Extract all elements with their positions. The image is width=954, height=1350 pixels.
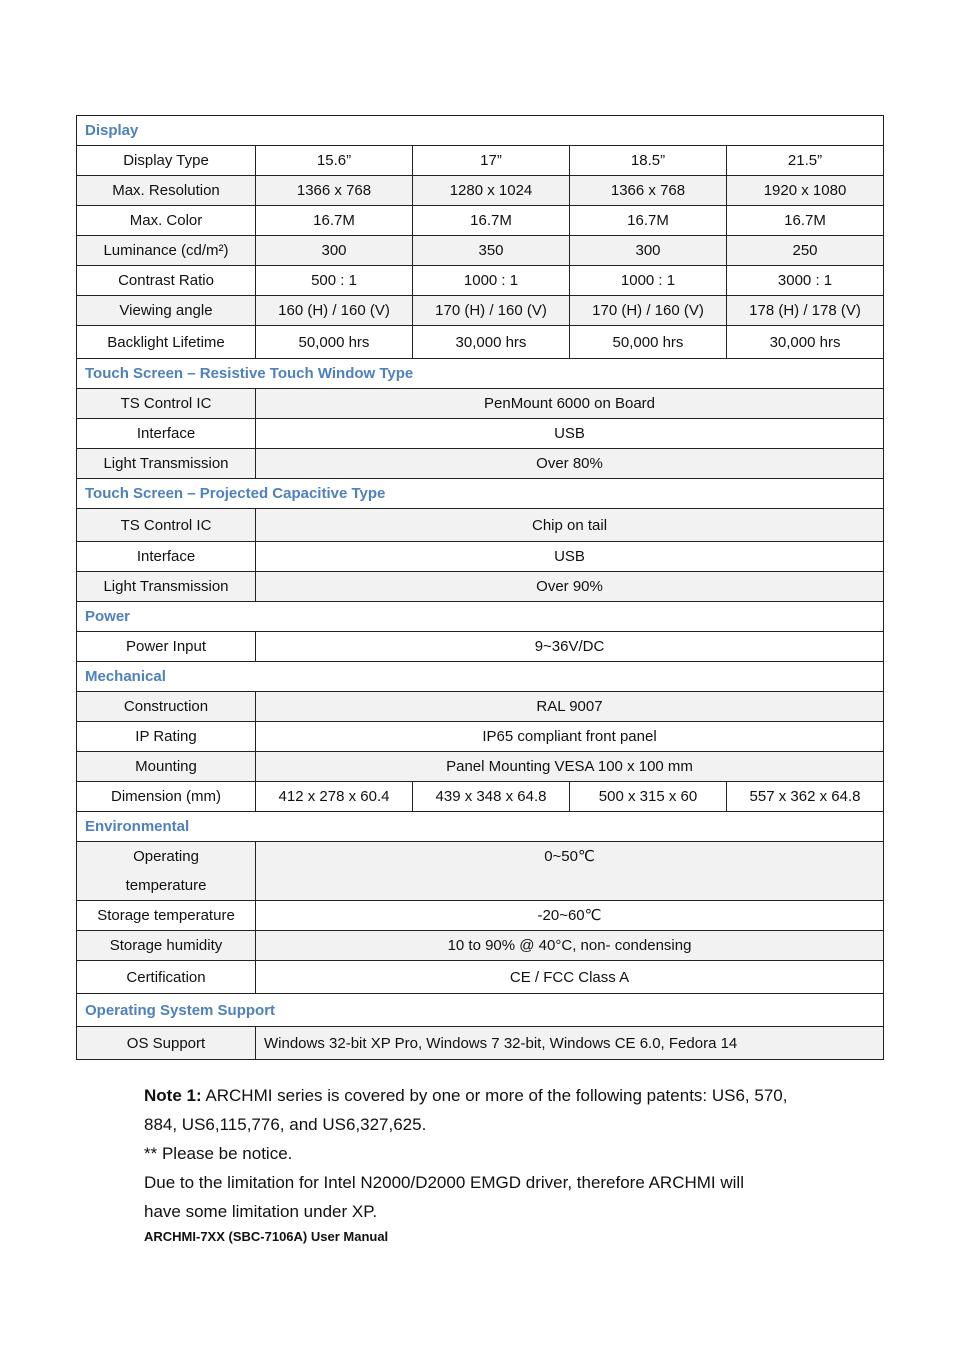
table-cell: Over 80% [256, 449, 884, 479]
table-cell: RAL 9007 [256, 692, 884, 722]
row-label: TS Control IC [77, 389, 256, 419]
table-cell: 0~50℃ [256, 842, 884, 901]
table-row [77, 266, 884, 296]
row-label: Viewing angle [77, 296, 256, 326]
table-cell: 30,000 hrs [413, 326, 570, 359]
table-cell: 30,000 hrs [727, 326, 884, 359]
row-label: Light Transmission [77, 449, 256, 479]
table-cell: 170 (H) / 160 (V) [413, 296, 570, 326]
section-title: Mechanical [77, 662, 884, 692]
table-row [77, 692, 884, 722]
note-line: 884, US6,115,776, and US6,327,625. [144, 1115, 427, 1134]
page-footer: ARCHMI-7XX (SBC-7106A) User Manual [144, 1229, 389, 1244]
section-row-display [77, 116, 884, 146]
table-cell: Over 90% [256, 572, 884, 602]
table-row [77, 752, 884, 782]
row-label: Mounting [77, 752, 256, 782]
row-label-line: Operating [133, 848, 199, 865]
row-label: Storage humidity [77, 931, 256, 961]
row-label: Light Transmission [77, 572, 256, 602]
table-row [77, 572, 884, 602]
row-label: Backlight Lifetime [77, 326, 256, 359]
table-cell: 16.7M [570, 206, 727, 236]
note-line: ** Please be notice. [144, 1144, 293, 1163]
table-cell: 439 x 348 x 64.8 [413, 782, 570, 812]
section-row-mechanical [77, 662, 884, 692]
row-label: OS Support [77, 1027, 256, 1060]
row-label: Display Type [77, 146, 256, 176]
table-row [77, 236, 884, 266]
table-row [77, 326, 884, 359]
table-row [77, 509, 884, 542]
note-line: have some limitation under XP. [144, 1202, 378, 1221]
table-cell: IP65 compliant front panel [256, 722, 884, 752]
row-label: Contrast Ratio [77, 266, 256, 296]
table-cell: 500 x 315 x 60 [570, 782, 727, 812]
table-row [77, 961, 884, 994]
notes-block [144, 1081, 844, 1226]
table-cell: PenMount 6000 on Board [256, 389, 884, 419]
table-cell: 350 [413, 236, 570, 266]
section-title: Touch Screen – Resistive Touch Window Type [77, 359, 884, 389]
section-row-touch-capacitive [77, 479, 884, 509]
note-label: Note 1: [144, 1086, 202, 1105]
row-label: Max. Color [77, 206, 256, 236]
table-cell: 18.5” [570, 146, 727, 176]
section-row-environmental [77, 812, 884, 842]
table-row [77, 176, 884, 206]
section-title: Touch Screen – Projected Capacitive Type [77, 479, 884, 509]
table-row [77, 632, 884, 662]
row-label: Storage temperature [77, 901, 256, 931]
table-cell: 1366 x 768 [256, 176, 413, 206]
table-row [77, 931, 884, 961]
section-row-touch-resistive [77, 359, 884, 389]
row-label [77, 842, 256, 901]
section-title: Power [77, 602, 884, 632]
row-label: Construction [77, 692, 256, 722]
table-row [77, 146, 884, 176]
table-cell: 300 [256, 236, 413, 266]
table-row [77, 782, 884, 812]
table-cell: 170 (H) / 160 (V) [570, 296, 727, 326]
table-cell: 178 (H) / 178 (V) [727, 296, 884, 326]
table-cell: 1280 x 1024 [413, 176, 570, 206]
table-cell: 412 x 278 x 60.4 [256, 782, 413, 812]
table-cell: USB [256, 419, 884, 449]
table-row [77, 542, 884, 572]
table-cell: 1366 x 768 [570, 176, 727, 206]
spec-table [76, 115, 884, 1060]
table-cell: Chip on tail [256, 509, 884, 542]
table-cell: -20~60℃ [256, 901, 884, 931]
row-label: TS Control IC [77, 509, 256, 542]
table-row [77, 901, 884, 931]
row-label-line: temperature [125, 877, 207, 894]
table-row [77, 389, 884, 419]
table-cell: 50,000 hrs [256, 326, 413, 359]
table-cell: 1920 x 1080 [727, 176, 884, 206]
section-row-os [77, 994, 884, 1027]
row-label: Luminance (cd/m²) [77, 236, 256, 266]
table-cell: Windows 32-bit XP Pro, Windows 7 32-bit, Windows CE 6.0, Fedora 14 [256, 1027, 884, 1060]
note-line: Due to the limitation for Intel N2000/D2000 EMGD driver, therefore ARCHMI will [144, 1173, 744, 1192]
table-cell: CE / FCC Class A [256, 961, 884, 994]
table-cell: 1000 : 1 [413, 266, 570, 296]
table-row [77, 419, 884, 449]
row-label: Dimension (mm) [77, 782, 256, 812]
table-row [77, 206, 884, 236]
table-cell: 3000 : 1 [727, 266, 884, 296]
row-label: Interface [77, 419, 256, 449]
table-cell: 16.7M [256, 206, 413, 236]
note-text: ARCHMI series is covered by one or more of the following patents: US6, 570, [201, 1086, 788, 1105]
row-label: Max. Resolution [77, 176, 256, 206]
table-row [77, 449, 884, 479]
row-label: Interface [77, 542, 256, 572]
table-cell: 9~36V/DC [256, 632, 884, 662]
table-cell: 21.5” [727, 146, 884, 176]
table-cell: Panel Mounting VESA 100 x 100 mm [256, 752, 884, 782]
section-title: Operating System Support [77, 994, 884, 1027]
table-cell: 300 [570, 236, 727, 266]
table-cell: 557 x 362 x 64.8 [727, 782, 884, 812]
row-label: Power Input [77, 632, 256, 662]
table-cell: 160 (H) / 160 (V) [256, 296, 413, 326]
table-cell: 1000 : 1 [570, 266, 727, 296]
section-title: Display [77, 116, 884, 146]
row-label: IP Rating [77, 722, 256, 752]
table-row [77, 842, 884, 901]
table-cell: 17” [413, 146, 570, 176]
table-cell: 250 [727, 236, 884, 266]
table-row [77, 1027, 884, 1060]
table-cell: 10 to 90% @ 40°C, non- condensing [256, 931, 884, 961]
table-cell: USB [256, 542, 884, 572]
note-line [144, 1081, 844, 1110]
table-cell: 50,000 hrs [570, 326, 727, 359]
section-row-power [77, 602, 884, 632]
table-row [77, 722, 884, 752]
table-cell: 15.6” [256, 146, 413, 176]
row-label: Certification [77, 961, 256, 994]
table-cell: 16.7M [413, 206, 570, 236]
section-title: Environmental [77, 812, 884, 842]
table-cell: 16.7M [727, 206, 884, 236]
table-row [77, 296, 884, 326]
table-cell: 500 : 1 [256, 266, 413, 296]
